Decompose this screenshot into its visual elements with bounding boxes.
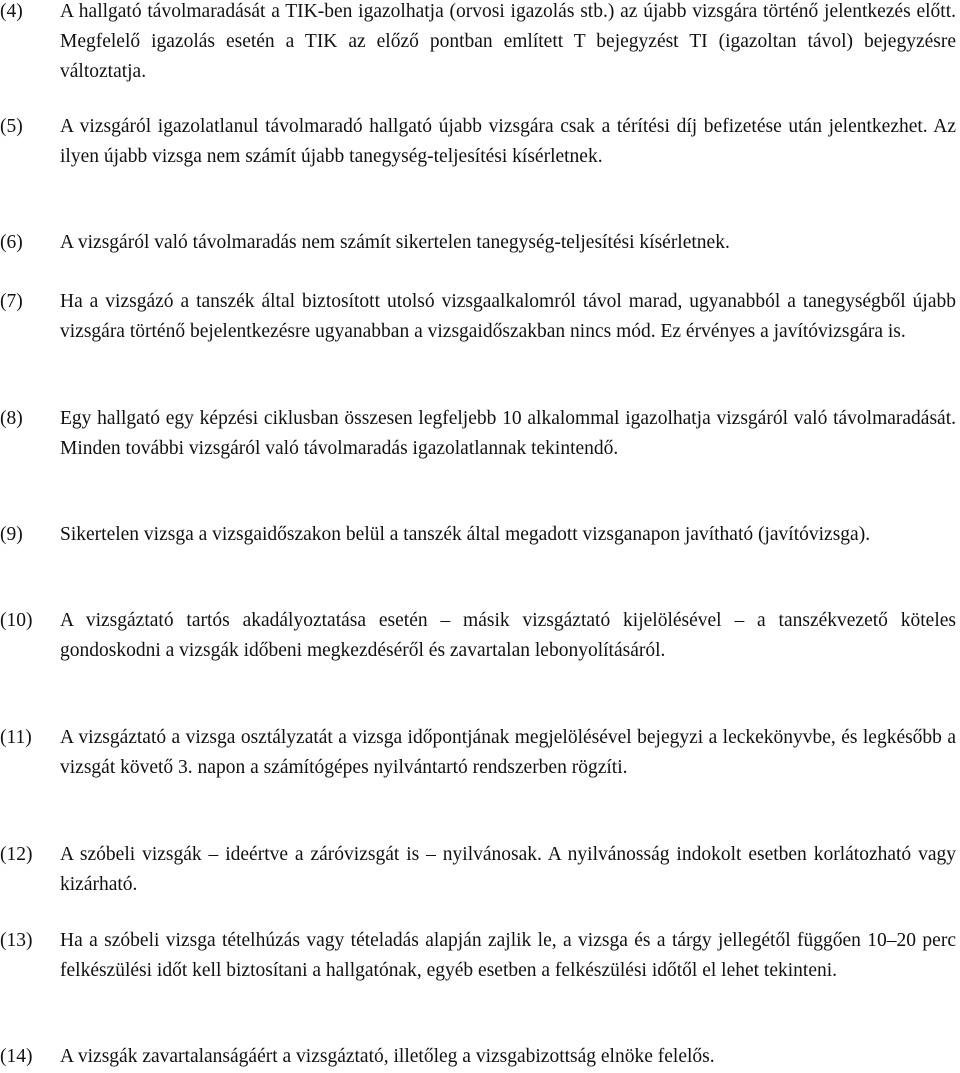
paragraph-4 <box>0 0 956 87</box>
paragraph-number: (9) <box>0 524 23 545</box>
paragraph-number: (8) <box>0 408 23 429</box>
paragraph-text: Sikertelen vizsga a vizsgaidőszakon belül a tanszék által megadott vizsganapon javítható (javítóvizsga). <box>60 524 871 545</box>
paragraph-13 <box>0 926 956 986</box>
paragraph-text: Egy hallgató egy képzési ciklusban összesen legfeljebb 10 alkalommal igazolhatja vizsgáról való távolmaradását. Minden további vizsgáról való távolmaradás igazolatlannak tekintendő. <box>60 408 956 459</box>
paragraph-number: (14) <box>0 1046 33 1067</box>
paragraph-text: A hallgató távolmaradását a TIK-ben igazolhatja (orvosi igazolás stb.) az újabb vizsgára történő jelentkezés előtt. Megfelelő igazolás esetén a TIK az előző pontban említett T bejegyzést TI (igazoltan távol) bejegyzésre változtatja. <box>60 1 956 82</box>
paragraph-6 <box>0 228 956 258</box>
paragraph-text: A vizsgáztató a vizsga osztályzatát a vizsga időpontjának megjelölésével bejegyzi a leckekönyvbe, és legkésőbb a vizsgát követő 3. napon a számítógépes nyilvántartó rendszerben rögzíti. <box>60 727 956 778</box>
paragraph-text: Ha a szóbeli vizsga tételhúzás vagy tételadás alapján zajlik le, a vizsga és a tárgy jellegétől függően 10–20 perc felkészülési időt kell biztosítani a hallgatónak, egyéb esetben a felkészülési időtől el lehet tekinteni. <box>60 930 956 981</box>
paragraph-text: A szóbeli vizsgák – ideértve a záróvizsgát is – nyilvánosak. A nyilvánosság indokolt esetben korlátozható vagy kizárható. <box>60 844 956 895</box>
paragraph-7 <box>0 287 956 347</box>
paragraph-number: (5) <box>0 116 23 137</box>
paragraph-text: A vizsgáztató tartós akadályoztatása esetén – másik vizsgáztató kijelölésével – a tanszékvezető köteles gondoskodni a vizsgák időbeni megkezdéséről és zavartalan lebonyolításáról. <box>60 610 956 661</box>
paragraph-12 <box>0 840 956 900</box>
paragraph-number: (13) <box>0 930 33 951</box>
paragraph-8 <box>0 404 956 464</box>
paragraph-14 <box>0 1042 956 1072</box>
paragraph-number: (12) <box>0 844 33 865</box>
paragraph-number: (10) <box>0 610 33 631</box>
paragraph-5 <box>0 112 956 172</box>
paragraph-9 <box>0 520 956 550</box>
paragraph-text: Ha a vizsgázó a tanszék által biztosított utolsó vizsgaalkalomról távol marad, ugyanabból a tanegységből újabb vizsgára történő bejelentkezésre ugyanabban a vizsgaidőszakban nincs mód. Ez érvényes a javítóvizsgára is. <box>60 291 956 342</box>
paragraph-10 <box>0 606 956 666</box>
paragraph-text: A vizsgáról igazolatlanul távolmaradó hallgató újabb vizsgára csak a térítési díj befizetése után jelentkezhet. Az ilyen újabb vizsga nem számít újabb tanegység-teljesítési kísérletnek. <box>60 116 956 167</box>
paragraph-number: (7) <box>0 291 23 312</box>
paragraph-number: (4) <box>0 1 23 22</box>
paragraph-number: (6) <box>0 232 23 253</box>
paragraph-text: A vizsgák zavartalanságáért a vizsgáztató, illetőleg a vizsgabizottság elnöke felelős. <box>60 1046 715 1067</box>
paragraph-text: A vizsgáról való távolmaradás nem számít sikertelen tanegység-teljesítési kísérletnek. <box>60 232 730 253</box>
paragraph-number: (11) <box>0 727 32 748</box>
paragraph-11 <box>0 723 956 783</box>
